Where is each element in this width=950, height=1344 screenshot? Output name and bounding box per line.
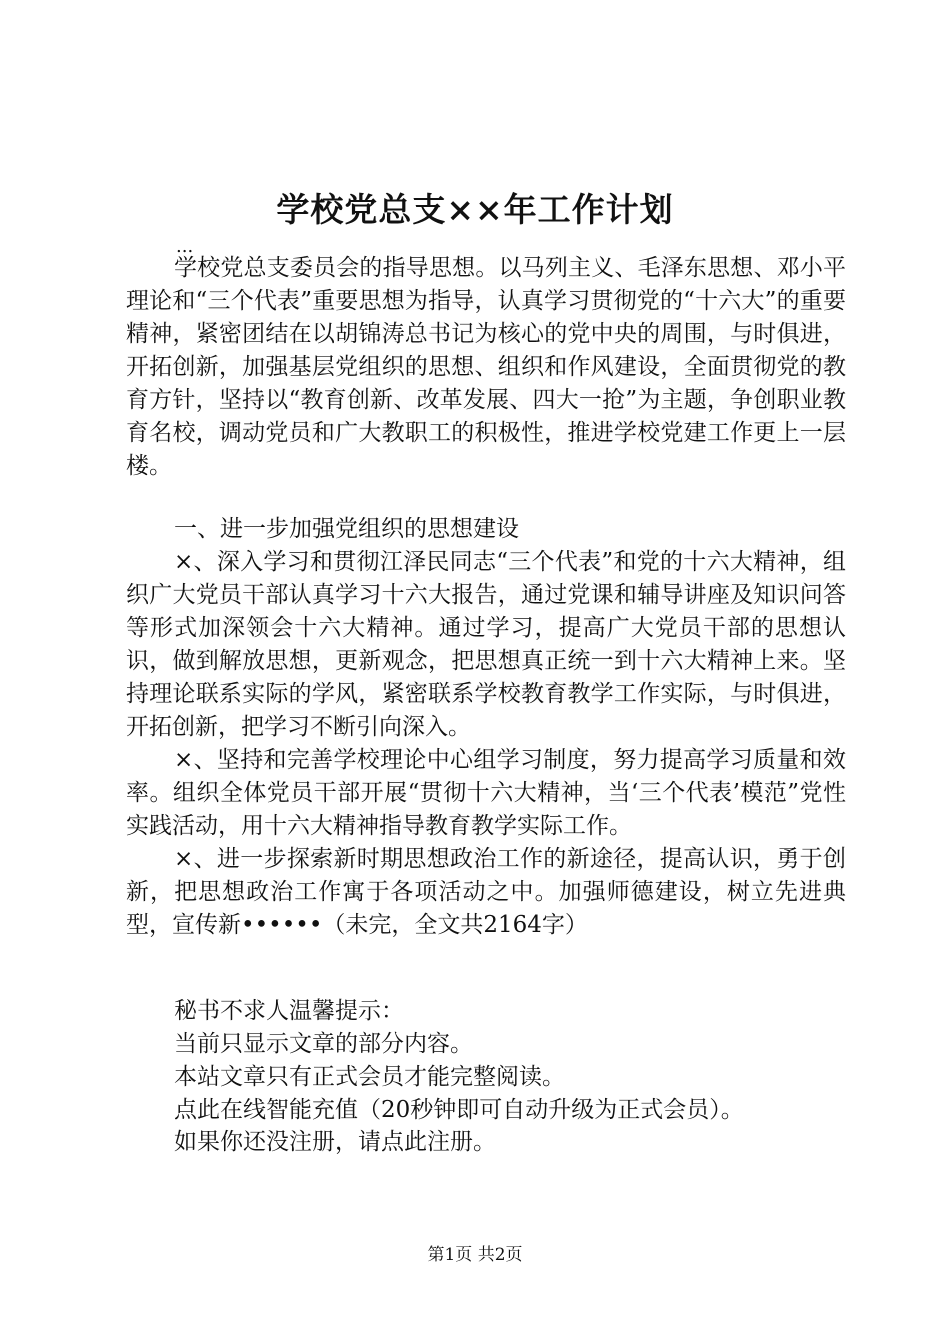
member-notice: [126, 995, 846, 1127]
intro-section: [126, 252, 846, 483]
recharge-link[interactable]: 点此在线智能充值（20秒钟即可自动升级为正式会员）。: [174, 1097, 744, 1123]
list-item: ×、进一步探索新时期思想政治工作的新途径，提高认识，勇于创新，把思想政治工作寓于各项活动之中。加强师德建设，树立先进典型，宣传新••••••（未完，全文共2164字）: [126, 846, 846, 938]
list-item: ×、坚持和完善学校理论中心组学习制度，努力提高学习质量和效率。组织全体党员干部开展“贯彻十六大精神，当‘三个代表’模范”党性实践活动，用十六大精神指导教育教学实际工作。: [126, 747, 846, 839]
ellipsis-marker: ...: [176, 236, 194, 257]
section-one: [126, 513, 846, 942]
register-section: [126, 1126, 846, 1159]
page-footer: 第1页 共2页: [427, 1245, 523, 1265]
notice-line: 当前只显示文章的部分内容。: [174, 1031, 473, 1057]
notice-heading: 秘书不求人温馨提示：: [174, 998, 404, 1024]
register-link[interactable]: 如果你还没注册，请点此注册。: [174, 1129, 496, 1155]
document-title: 学校党总支××年工作计划: [276, 190, 674, 229]
section-heading: 一、进一步加强党组织的思想建设: [174, 516, 519, 542]
intro-paragraph: 学校党总支委员会的指导思想。以马列主义、毛泽东思想、邓小平理论和“三个代表”重要思想为指导，认真学习贯彻党的“十六大”的重要精神，紧密团结在以胡锦涛总书记为核心的党中央的周围，与时俱进，开拓创新，加强基层党组织的思想、组织和作风建设，全面贯彻党的教育方针，坚持以“教育创新、改革发展、四大一抢”为主题，争创职业教育名校，调动党员和广大教职工的积极性，推进学校党建工作更上一层楼。: [126, 255, 846, 479]
list-item: ×、深入学习和贯彻江泽民同志“三个代表”和党的十六大精神，组织广大党员干部认真学习十六大报告，通过党课和辅导讲座及知识问答等形式加深领会十六大精神。通过学习，提高广大党员干部的思想认识，做到解放思想，更新观念，把思想真正统一到十六大精神上来。坚持理论联系实际的学风，紧密联系学校教育教学工作实际，与时俱进，开拓创新，把学习不断引向深入。: [126, 549, 846, 740]
notice-line: 本站文章只有正式会员才能完整阅读。: [174, 1064, 565, 1090]
